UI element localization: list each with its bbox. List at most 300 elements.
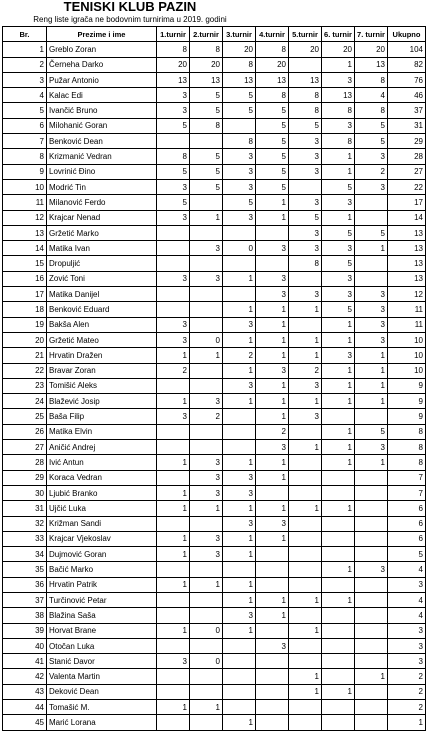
tournament-score-cell [289, 424, 322, 439]
tournament-score-cell: 5 [322, 302, 355, 317]
tournament-score-cell: 1 [157, 485, 190, 500]
table-row [3, 547, 426, 562]
tournament-score-cell [190, 195, 223, 210]
tournament-score-cell: 5 [157, 164, 190, 179]
tournament-score-cell [190, 608, 223, 623]
tournament-score-cell: 1 [256, 210, 289, 225]
tournament-score-cell [223, 409, 256, 424]
tournament-score-cell: 3 [256, 287, 289, 302]
tournament-score-cell: 8 [256, 42, 289, 57]
tournament-score-cell [223, 424, 256, 439]
player-name-cell: Horvat Brane [47, 623, 157, 638]
player-name-cell: Modrić Tin [47, 179, 157, 194]
tournament-score-cell: 1 [223, 547, 256, 562]
player-name-cell: Matika Danijel [47, 287, 157, 302]
total-cell: 4 [388, 608, 426, 623]
total-cell: 11 [388, 317, 426, 332]
player-name-cell: Tomišić Aleks [47, 378, 157, 393]
rank-cell: 23 [3, 378, 47, 393]
tournament-score-cell [190, 669, 223, 684]
tournament-score-cell: 13 [355, 57, 388, 72]
tournament-score-cell: 3 [190, 470, 223, 485]
tournament-score-cell: 5 [322, 256, 355, 271]
tournament-score-cell: 1 [322, 317, 355, 332]
player-name-cell: Valenta Martin [47, 669, 157, 684]
tournament-score-cell: 13 [322, 88, 355, 103]
tournament-score-cell [322, 577, 355, 592]
total-cell: 11 [388, 302, 426, 317]
total-cell: 8 [388, 455, 426, 470]
tournament-score-cell: 3 [355, 149, 388, 164]
table-row [3, 103, 426, 118]
tournament-score-cell: 1 [322, 562, 355, 577]
total-cell: 9 [388, 409, 426, 424]
total-cell: 13 [388, 256, 426, 271]
tournament-score-cell [157, 516, 190, 531]
total-cell: 46 [388, 88, 426, 103]
total-cell: 9 [388, 378, 426, 393]
tournament-score-cell: 5 [157, 195, 190, 210]
tournament-score-cell [256, 485, 289, 500]
rank-cell: 18 [3, 302, 47, 317]
total-cell: 2 [388, 684, 426, 699]
tournament-score-cell: 1 [322, 363, 355, 378]
rank-cell: 35 [3, 562, 47, 577]
tournament-score-cell: 3 [256, 363, 289, 378]
rank-cell: 20 [3, 332, 47, 347]
tournament-score-cell: 3 [190, 271, 223, 286]
rank-cell: 27 [3, 440, 47, 455]
table-row [3, 256, 426, 271]
tournament-score-cell: 2 [157, 363, 190, 378]
tournament-score-cell [223, 256, 256, 271]
tournament-score-cell: 3 [289, 409, 322, 424]
rank-cell: 26 [3, 424, 47, 439]
total-cell: 4 [388, 562, 426, 577]
tournament-score-cell: 13 [256, 72, 289, 87]
tournament-score-cell [157, 470, 190, 485]
rank-cell: 36 [3, 577, 47, 592]
tournament-score-cell: 20 [289, 42, 322, 57]
rank-cell: 45 [3, 715, 47, 730]
table-row [3, 470, 426, 485]
tournament-score-cell: 8 [190, 42, 223, 57]
tournament-score-cell: 1 [190, 210, 223, 225]
tournament-score-cell [157, 241, 190, 256]
tournament-score-cell [190, 516, 223, 531]
tournament-score-cell: 3 [223, 470, 256, 485]
tournament-score-cell: 1 [223, 363, 256, 378]
player-name-cell: Černeha Darko [47, 57, 157, 72]
tournament-score-cell: 8 [355, 72, 388, 87]
total-cell: 10 [388, 363, 426, 378]
total-cell: 4 [388, 592, 426, 607]
rank-cell: 32 [3, 516, 47, 531]
tournament-score-cell: 1 [289, 332, 322, 347]
tournament-score-cell: 1 [256, 608, 289, 623]
table-row [3, 241, 426, 256]
tournament-score-cell [223, 225, 256, 240]
tournament-score-cell [322, 638, 355, 653]
table-row [3, 179, 426, 194]
player-name-cell: Benković Dean [47, 134, 157, 149]
tournament-score-cell [223, 118, 256, 133]
table-row [3, 700, 426, 715]
tournament-score-cell: 3 [289, 164, 322, 179]
tournament-score-cell: 1 [322, 149, 355, 164]
tournament-score-cell [289, 562, 322, 577]
total-cell: 7 [388, 485, 426, 500]
rank-cell: 31 [3, 501, 47, 516]
table-row [3, 42, 426, 57]
tournament-score-cell: 3 [289, 287, 322, 302]
tournament-score-cell: 1 [190, 501, 223, 516]
table-row [3, 118, 426, 133]
rank-cell: 3 [3, 72, 47, 87]
player-name-cell: Milohanić Goran [47, 118, 157, 133]
tournament-score-cell: 1 [223, 394, 256, 409]
tournament-score-cell [322, 531, 355, 546]
total-cell: 10 [388, 348, 426, 363]
table-row [3, 72, 426, 87]
tournament-score-cell [289, 577, 322, 592]
player-name-cell: Otočan Luka [47, 638, 157, 653]
tournament-score-cell: 3 [190, 531, 223, 546]
column-header: Prezime i ime [47, 27, 157, 42]
tournament-score-cell: 20 [157, 57, 190, 72]
total-cell: 13 [388, 271, 426, 286]
total-cell: 8 [388, 440, 426, 455]
rank-cell: 13 [3, 225, 47, 240]
tournament-score-cell: 1 [223, 332, 256, 347]
tournament-score-cell: 13 [289, 72, 322, 87]
total-cell: 29 [388, 134, 426, 149]
tournament-score-cell: 3 [223, 317, 256, 332]
rank-cell: 37 [3, 592, 47, 607]
tournament-score-cell: 1 [289, 394, 322, 409]
tournament-score-cell: 20 [256, 57, 289, 72]
tournament-score-cell: 1 [355, 241, 388, 256]
total-cell: 1 [388, 715, 426, 730]
rank-cell: 38 [3, 608, 47, 623]
tournament-score-cell: 3 [157, 332, 190, 347]
tournament-score-cell [289, 455, 322, 470]
table-row [3, 516, 426, 531]
tournament-score-cell: 1 [322, 164, 355, 179]
player-name-cell: Bačić Marko [47, 562, 157, 577]
tournament-score-cell: 5 [157, 118, 190, 133]
player-name-cell: Kalac Edi [47, 88, 157, 103]
tournament-score-cell [190, 684, 223, 699]
tournament-score-cell [157, 225, 190, 240]
tournament-score-cell [223, 562, 256, 577]
total-cell: 3 [388, 638, 426, 653]
tournament-score-cell: 1 [256, 394, 289, 409]
tournament-score-cell [289, 547, 322, 562]
rank-cell: 17 [3, 287, 47, 302]
tournament-score-cell: 1 [322, 378, 355, 393]
tournament-score-cell: 1 [256, 317, 289, 332]
tournament-score-cell [190, 287, 223, 302]
rank-cell: 41 [3, 654, 47, 669]
tournament-score-cell: 3 [322, 195, 355, 210]
tournament-score-cell: 8 [157, 42, 190, 57]
tournament-score-cell [256, 547, 289, 562]
tournament-score-cell: 1 [223, 501, 256, 516]
tournament-score-cell: 3 [355, 287, 388, 302]
player-name-cell: Dropuljić [47, 256, 157, 271]
tournament-score-cell [289, 516, 322, 531]
tournament-score-cell [190, 363, 223, 378]
rank-cell: 16 [3, 271, 47, 286]
rank-cell: 11 [3, 195, 47, 210]
tournament-score-cell: 1 [190, 348, 223, 363]
tournament-score-cell: 3 [223, 210, 256, 225]
tournament-score-cell: 5 [256, 118, 289, 133]
table-row [3, 562, 426, 577]
player-name-cell: Matika Elvin [47, 424, 157, 439]
player-name-cell: Križman Sandi [47, 516, 157, 531]
tournament-score-cell [355, 195, 388, 210]
table-row [3, 409, 426, 424]
tournament-score-cell: 1 [289, 592, 322, 607]
tournament-score-cell: 3 [190, 241, 223, 256]
player-name-cell: Marić Lorana [47, 715, 157, 730]
column-header: 3.turnir [223, 27, 256, 42]
player-name-cell: Koraca Vedran [47, 470, 157, 485]
total-cell: 2 [388, 669, 426, 684]
player-name-cell: Aničić Andrej [47, 440, 157, 455]
tournament-score-cell [355, 470, 388, 485]
table-body [3, 42, 426, 730]
tournament-score-cell: 1 [223, 577, 256, 592]
tournament-score-cell [190, 592, 223, 607]
rank-cell: 6 [3, 118, 47, 133]
tournament-score-cell [355, 623, 388, 638]
rank-cell: 24 [3, 394, 47, 409]
table-row [3, 363, 426, 378]
rank-cell: 4 [3, 88, 47, 103]
tournament-score-cell [190, 378, 223, 393]
player-name-cell: Benković Eduard [47, 302, 157, 317]
table-row [3, 485, 426, 500]
tournament-score-cell [355, 210, 388, 225]
tournament-score-cell [322, 485, 355, 500]
tournament-score-cell: 5 [223, 103, 256, 118]
tournament-score-cell: 1 [355, 348, 388, 363]
column-header: 1.turnir [157, 27, 190, 42]
tournament-score-cell [322, 669, 355, 684]
tournament-score-cell: 1 [157, 455, 190, 470]
tournament-score-cell: 3 [289, 195, 322, 210]
tournament-score-cell: 3 [157, 210, 190, 225]
tournament-score-cell: 8 [157, 149, 190, 164]
tournament-score-cell: 5 [223, 195, 256, 210]
tournament-score-cell: 8 [289, 256, 322, 271]
tournament-score-cell [355, 485, 388, 500]
tournament-score-cell [289, 485, 322, 500]
tournament-score-cell [190, 302, 223, 317]
tournament-score-cell [223, 654, 256, 669]
tournament-score-cell: 5 [355, 118, 388, 133]
total-cell: 3 [388, 623, 426, 638]
tournament-score-cell [190, 134, 223, 149]
tournament-score-cell: 1 [157, 501, 190, 516]
tournament-score-cell: 0 [190, 332, 223, 347]
player-name-cell: Baša Filip [47, 409, 157, 424]
tournament-score-cell: 3 [157, 654, 190, 669]
tournament-score-cell [322, 623, 355, 638]
tournament-score-cell [322, 700, 355, 715]
tournament-score-cell [355, 409, 388, 424]
rank-cell: 1 [3, 42, 47, 57]
tournament-score-cell: 1 [289, 302, 322, 317]
tournament-score-cell [157, 134, 190, 149]
total-cell: 2 [388, 700, 426, 715]
total-cell: 37 [388, 103, 426, 118]
tournament-score-cell [157, 440, 190, 455]
tournament-score-cell: 3 [157, 409, 190, 424]
tournament-score-cell [157, 669, 190, 684]
total-cell: 13 [388, 225, 426, 240]
player-name-cell: Stanić Davor [47, 654, 157, 669]
tournament-score-cell: 1 [256, 348, 289, 363]
player-name-cell: Greblo Zoran [47, 42, 157, 57]
player-name-cell: Ivančić Bruno [47, 103, 157, 118]
tournament-score-cell [322, 547, 355, 562]
tournament-score-cell: 3 [190, 394, 223, 409]
tournament-score-cell: 8 [256, 88, 289, 103]
total-cell: 27 [388, 164, 426, 179]
tournament-score-cell: 1 [223, 531, 256, 546]
tournament-score-cell: 1 [322, 57, 355, 72]
tournament-score-cell [256, 654, 289, 669]
player-name-cell: Gržetić Marko [47, 225, 157, 240]
rank-cell: 25 [3, 409, 47, 424]
tournament-score-cell [256, 256, 289, 271]
tournament-score-cell: 1 [322, 592, 355, 607]
rank-cell: 30 [3, 485, 47, 500]
tournament-score-cell: 3 [223, 179, 256, 194]
tournament-score-cell: 3 [289, 378, 322, 393]
rank-cell: 2 [3, 57, 47, 72]
total-cell: 14 [388, 210, 426, 225]
tournament-score-cell: 3 [223, 608, 256, 623]
tournament-score-cell: 3 [223, 378, 256, 393]
player-name-cell: Krajcar Vjekoslav [47, 531, 157, 546]
tournament-score-cell [289, 179, 322, 194]
tournament-score-cell: 1 [256, 455, 289, 470]
rank-cell: 42 [3, 669, 47, 684]
player-name-cell: Lovrinić Đino [47, 164, 157, 179]
tournament-score-cell: 5 [355, 134, 388, 149]
tournament-score-cell: 5 [190, 88, 223, 103]
tournament-score-cell: 3 [355, 562, 388, 577]
tournament-score-cell: 5 [190, 103, 223, 118]
tournament-score-cell: 1 [289, 440, 322, 455]
player-name-cell: Dujmović Goran [47, 547, 157, 562]
tournament-score-cell [256, 225, 289, 240]
tournament-score-cell: 3 [256, 638, 289, 653]
tournament-score-cell: 3 [322, 241, 355, 256]
rank-cell: 9 [3, 164, 47, 179]
table-row [3, 57, 426, 72]
total-cell: 10 [388, 332, 426, 347]
tournament-score-cell: 1 [289, 501, 322, 516]
tournament-score-cell: 1 [322, 210, 355, 225]
tournament-score-cell: 1 [256, 409, 289, 424]
tournament-score-cell: 3 [322, 72, 355, 87]
player-name-cell: Ljubić Branko [47, 485, 157, 500]
tournament-score-cell: 3 [289, 225, 322, 240]
tournament-score-cell [289, 317, 322, 332]
tournament-score-cell: 1 [157, 623, 190, 638]
tournament-score-cell: 3 [223, 164, 256, 179]
tournament-score-cell: 1 [190, 577, 223, 592]
tournament-score-cell [355, 638, 388, 653]
tournament-score-cell: 3 [289, 134, 322, 149]
tournament-score-cell: 1 [256, 195, 289, 210]
tournament-score-cell: 2 [256, 424, 289, 439]
player-name-cell: Deković Dean [47, 684, 157, 699]
table-row [3, 394, 426, 409]
tournament-score-cell: 5 [190, 179, 223, 194]
tournament-score-cell [256, 700, 289, 715]
tournament-score-cell: 1 [355, 394, 388, 409]
tournament-score-cell: 1 [190, 700, 223, 715]
tournament-score-cell: 3 [322, 271, 355, 286]
table-row [3, 287, 426, 302]
tournament-score-cell: 1 [157, 577, 190, 592]
tournament-score-cell: 3 [157, 271, 190, 286]
tournament-score-cell [355, 256, 388, 271]
player-name-cell: Bakša Alen [47, 317, 157, 332]
tournament-score-cell: 3 [190, 485, 223, 500]
total-cell: 13 [388, 241, 426, 256]
table-row [3, 88, 426, 103]
tournament-score-cell [355, 608, 388, 623]
tournament-score-cell: 3 [157, 88, 190, 103]
tournament-score-cell: 8 [223, 57, 256, 72]
tournament-score-cell: 3 [190, 547, 223, 562]
tournament-score-cell: 1 [223, 592, 256, 607]
player-name-cell: Hrvatin Patrik [47, 577, 157, 592]
tournament-score-cell: 3 [256, 516, 289, 531]
player-name-cell: Blažević Josip [47, 394, 157, 409]
tournament-score-cell: 1 [322, 684, 355, 699]
tournament-score-cell [190, 225, 223, 240]
tournament-score-cell: 3 [355, 179, 388, 194]
tournament-score-cell: 3 [322, 118, 355, 133]
tournament-score-cell [223, 440, 256, 455]
total-cell: 6 [388, 531, 426, 546]
table-row [3, 424, 426, 439]
tournament-score-cell [289, 470, 322, 485]
table-row [3, 271, 426, 286]
tournament-score-cell [157, 287, 190, 302]
column-header: 5.turnir [289, 27, 322, 42]
table-row [3, 684, 426, 699]
tournament-score-cell: 8 [190, 118, 223, 133]
rank-cell: 34 [3, 547, 47, 562]
tournament-score-cell: 1 [157, 394, 190, 409]
tournament-score-cell: 1 [256, 592, 289, 607]
tournament-score-cell: 1 [223, 271, 256, 286]
total-cell: 31 [388, 118, 426, 133]
tournament-score-cell [223, 700, 256, 715]
rank-cell: 14 [3, 241, 47, 256]
tournament-score-cell: 3 [322, 348, 355, 363]
